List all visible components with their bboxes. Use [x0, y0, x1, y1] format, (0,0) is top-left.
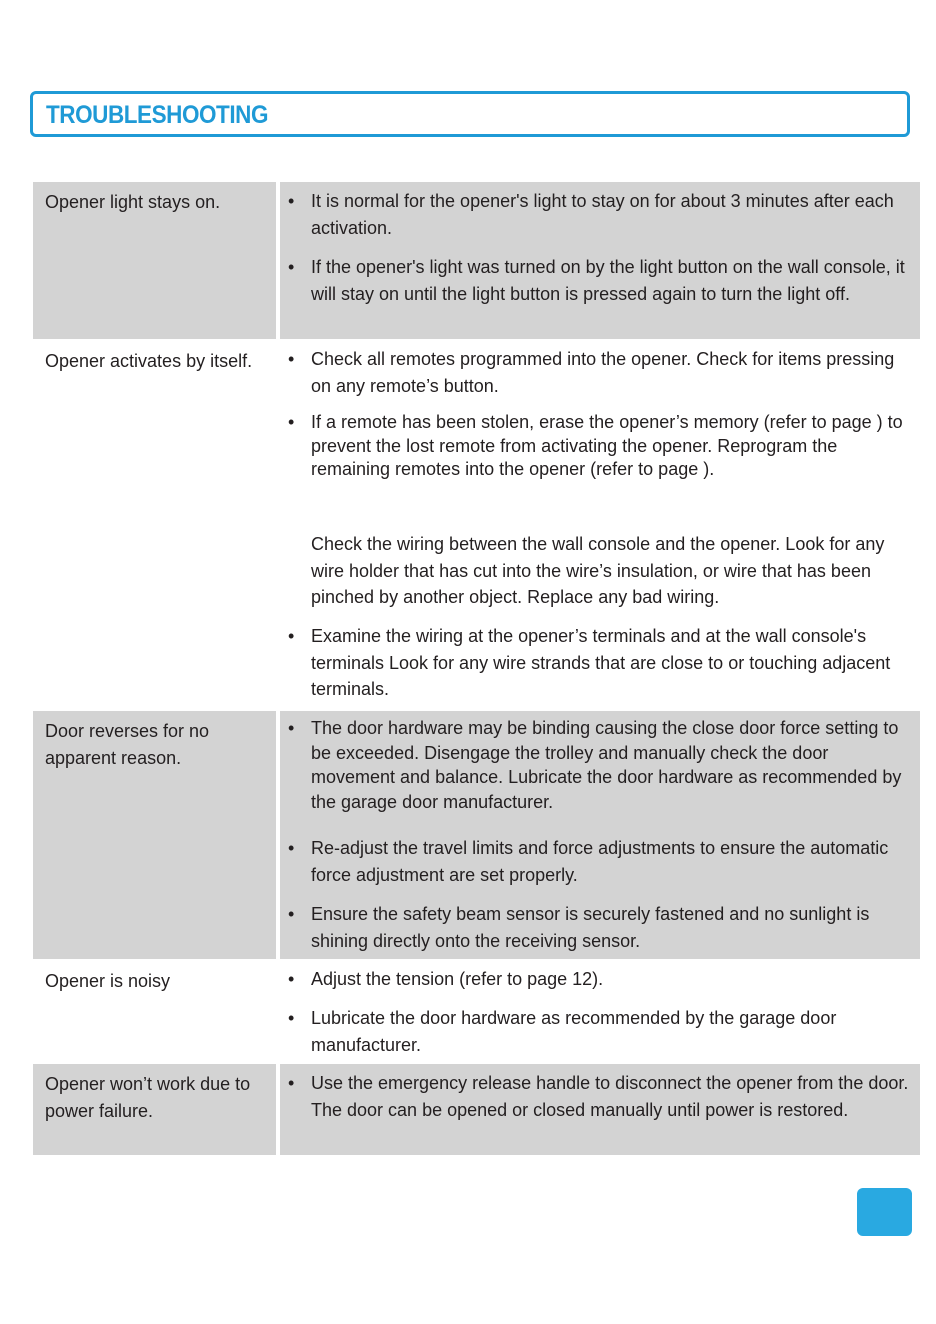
- solution-text: Check the wiring between the wall console and the opener. Look for any wire holder that has cut into the wire’s insulation, or wire that has been pinched by another object. Replace any bad wiring.: [311, 534, 885, 607]
- solution-text: It is normal for the opener's light to stay on for about 3 minutes after each activation.: [311, 191, 894, 238]
- bullet: •: [288, 626, 295, 646]
- bullet: •: [288, 718, 295, 738]
- solution-text: Adjust the tension (refer to page 12).: [311, 969, 604, 989]
- bullet: •: [288, 969, 295, 989]
- table-row: [33, 711, 920, 959]
- bullet: •: [288, 191, 295, 211]
- table-row: [33, 182, 920, 339]
- bullet: •: [288, 257, 295, 277]
- section-title: TROUBLESHOOTING: [46, 101, 269, 129]
- bullet: •: [288, 838, 295, 858]
- table-row: [33, 1064, 920, 1155]
- solution-text: Re-adjust the travel limits and force adjustments to ensure the automatic force adjustment are set properly.: [311, 838, 889, 885]
- problem-text: Door reverses for no apparent reason.: [45, 721, 210, 768]
- problem-cell: [33, 341, 276, 708]
- table-row: [33, 961, 920, 1062]
- problem-cell: [33, 182, 276, 339]
- section-header: [30, 91, 910, 137]
- solution-cell: [280, 711, 920, 959]
- bullet: •: [288, 349, 295, 369]
- solution-cell: [280, 341, 920, 708]
- solution-text: Check all remotes programmed into the opener. Check for items pressing on any remote’s button.: [311, 349, 895, 396]
- solution-text: Use the emergency release handle to disconnect the opener from the door. The door can be opened or closed manually until power is restored.: [311, 1073, 909, 1120]
- table-row: [33, 341, 920, 708]
- bullet: •: [288, 1073, 295, 1093]
- solution-text: The door hardware may be binding causing the close door force setting to be exceeded. Disengage the trolley and manually check the door movement and balance. Lubricate the door hardware as recommended by the garage door manufacturer.: [311, 718, 902, 812]
- bullet: •: [288, 904, 295, 924]
- problem-text: Opener activates by itself.: [45, 351, 253, 371]
- problem-cell: [33, 1064, 276, 1155]
- solution-text: Examine the wiring at the opener’s terminals and at the wall console's terminals Look for any wire strands that are close to or touching adjacent terminals.: [311, 626, 891, 699]
- solution-text: Ensure the safety beam sensor is securely fastened and no sunlight is shining directly onto the receiving sensor.: [311, 904, 870, 951]
- bullet: •: [288, 412, 295, 432]
- solution-text: Lubricate the door hardware as recommended by the garage door manufacturer.: [311, 1008, 837, 1055]
- solution-cell: [280, 961, 920, 1062]
- solution-text: If the opener's light was turned on by the light button on the wall console, it will stay on until the light button is pressed again to turn the light off.: [311, 257, 905, 304]
- problem-text: Opener won’t work due to power failure.: [45, 1074, 251, 1121]
- bullet: •: [288, 1008, 295, 1028]
- problem-cell: [33, 711, 276, 959]
- solution-cell: [280, 1064, 920, 1155]
- problem-cell: [33, 961, 276, 1062]
- problem-text: Opener light stays on.: [45, 192, 221, 212]
- solution-cell: [280, 182, 920, 339]
- page-number-badge: [857, 1188, 912, 1236]
- problem-text: Opener is noisy: [45, 971, 171, 991]
- solution-text: If a remote has been stolen, erase the opener’s memory (refer to page ) to prevent the lost remote from activating the opener. Reprogram the remaining remotes into the opener (refer to page ).: [311, 412, 903, 479]
